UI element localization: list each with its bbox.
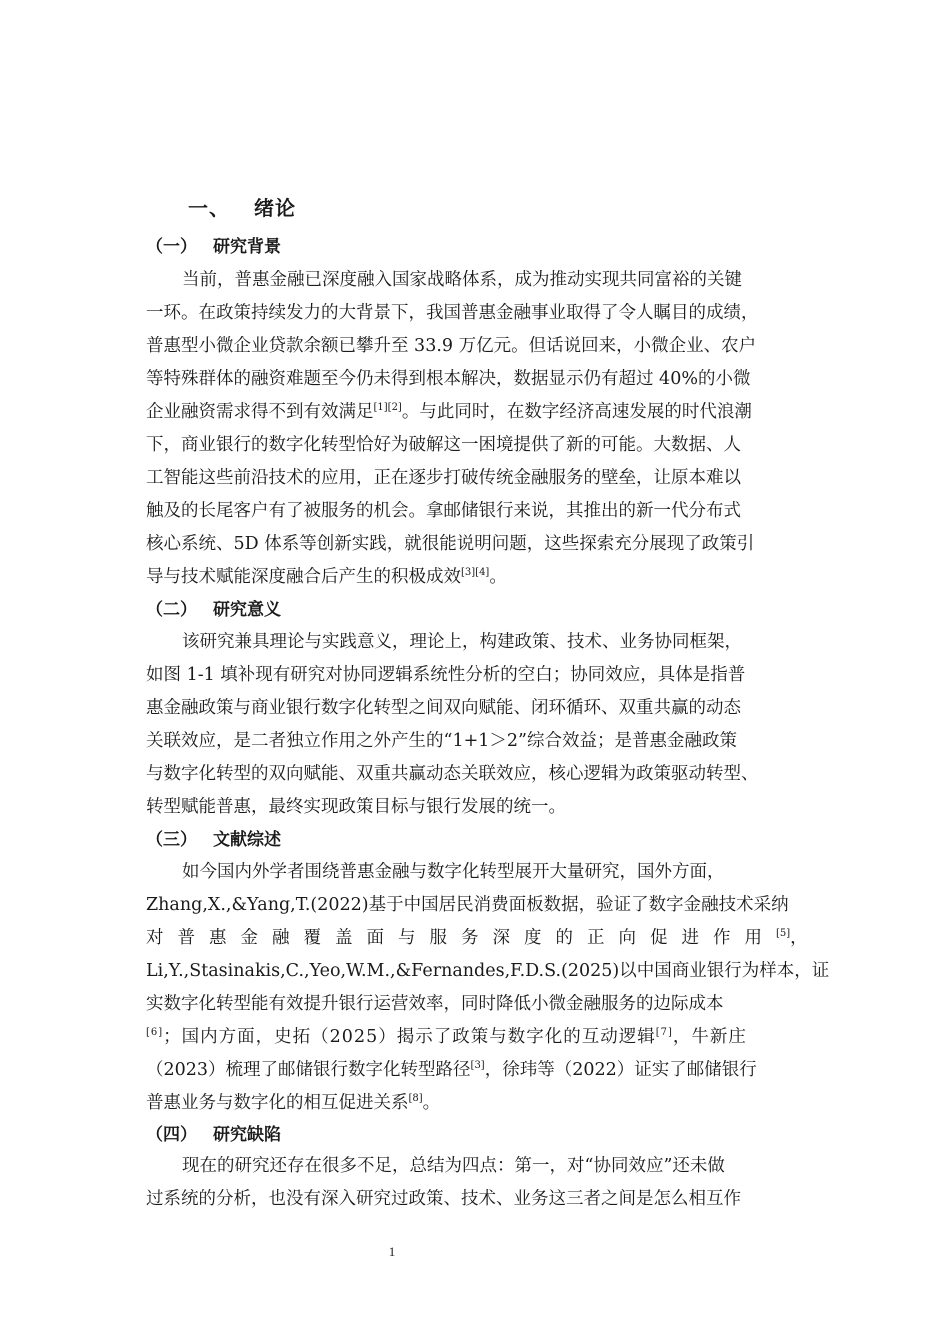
chapter-title: 绪论 [254,196,296,220]
section-heading-literature [146,825,281,850]
text-line: 过系统的分析，也没有深入研究过政策、技术、业务这三者之间是怎么相互作 [146,1189,741,1209]
text-line: 现在的研究还存在很多不足，总结为四点：第一，对“协同效应”还未做 [182,1156,725,1176]
text-line: 普惠型小微企业贷款余额已攀升至 33.9 万亿元。但话说回来，小微企业、农户 [146,336,757,356]
citation: [7] [655,1027,673,1038]
text-span: 。 [422,1093,441,1113]
section-title: 研究缺陷 [213,1125,281,1145]
text-span: ，徐玮等（2022）证实了邮储银行 [484,1060,757,1080]
section-heading-significance [146,595,281,620]
text-line: 一环。在政策持续发力的大背景下，我国普惠金融事业取得了令人瞩目的成绩， [146,303,759,323]
text-span: 。 [489,567,507,587]
text-line: 触及的长尾客户有了被服务的机会。拿邮储银行来说，其推出的新一代分布式 [146,501,741,521]
text-line: 实数字化转型能有效提升银行运营效率，同时降低小微金融服务的边际成本 [146,994,724,1014]
text-line [146,1054,806,1087]
text-line: 工智能这些前沿技术的应用，正在逐步打破传统金融服务的壁垒，让原本难以 [146,468,741,488]
text-line: 核心系统、5D 体系等创新实践，就很能说明问题，这些探索充分展现了政策引 [146,534,755,554]
citation: [1][2] [373,402,402,413]
text-span: 普惠业务与数字化的相互促进关系 [146,1093,409,1113]
text-line: 下，商业银行的数字化转型恰好为破解这一困境提供了新的可能。大数据、人 [146,435,741,455]
citation: [6] [146,1027,164,1038]
citation: [5] [776,928,791,939]
text-span: （2023）梳理了邮储银行数字化转型路径 [146,1060,471,1080]
section-title: 研究意义 [213,600,281,620]
text-line: 当前，普惠金融已深度融入国家战略体系，成为推动实现共同富裕的关键 [182,270,742,290]
section-heading-background [146,232,281,257]
text-line [146,396,806,429]
text-line [146,1021,806,1054]
text-line: Li,Y.,Stasinakis,C.,Yeo,W.M.,&Fernandes,F.D.S.(2025)以中国商业银行为样本，证 [146,961,830,981]
text-line: 惠金融政策与商业银行数字化转型之间双向赋能、闭环循环、双重共赢的动态 [146,698,741,718]
citation: [3][4] [461,567,490,578]
text-span: ， [790,928,808,948]
text-line [146,922,806,955]
section-title: 研究背景 [213,237,281,257]
paragraph-background [146,264,806,594]
paragraph-significance [146,626,806,824]
text-line: 关联效应，是二者独立作用之外产生的“1+1＞2”综合效益；是普惠金融政策 [146,731,737,751]
paragraph-literature [146,856,830,1120]
text-line [146,561,806,594]
text-line: 如图 1-1 填补现有研究对协同逻辑系统性分析的空白；协同效应，具体是指普 [146,665,746,685]
section-title: 文献综述 [213,830,281,850]
text-span: 。与此同时，在数字经济高速发展的时代浪潮 [401,402,752,422]
text-line: 转型赋能普惠，最终实现政策目标与银行发展的统一。 [146,797,566,817]
text-span: ，牛新庄 [672,1027,747,1047]
text-line: 如今国内外学者围绕普惠金融与数字化转型展开大量研究，国外方面， [182,862,725,882]
chapter-number: 一、 [188,196,230,220]
section-heading-limitations [146,1120,281,1145]
section-number: （四） [146,1125,197,1145]
text-span: 企业融资需求得不到有效满足 [146,402,374,422]
text-line [146,1087,806,1120]
text-span: 对普惠金融覆盖面与服务深度的正向促进作用 [146,928,776,948]
text-line: 该研究兼具理论与实践意义，理论上，构建政策、技术、业务协同框架， [182,632,742,652]
text-span: ；国内方面，史拓（2025）揭示了政策与数字化的互动逻辑 [163,1027,656,1047]
text-span: 导与技术赋能深度融合后产生的积极成效 [146,567,461,587]
chapter-heading [188,192,296,221]
text-line: 与数字化转型的双向赋能、双重共赢动态关联效应，核心逻辑为政策驱动转型、 [146,764,759,784]
page-number: 1 [388,1244,396,1259]
text-line: 等特殊群体的融资难题至今仍未得到根本解决，数据显示仍有超过 40%的小微 [146,369,751,389]
section-number: （一） [146,237,197,257]
text-line: Zhang,X.,&Yang,T.(2022)基于中国居民消费面板数据，验证了数字金融技术采纳 [146,895,789,915]
section-number: （二） [146,600,197,620]
citation: [3] [470,1060,485,1071]
section-number: （三） [146,830,197,850]
paragraph-limitations [146,1150,806,1216]
citation: [8] [408,1093,423,1104]
